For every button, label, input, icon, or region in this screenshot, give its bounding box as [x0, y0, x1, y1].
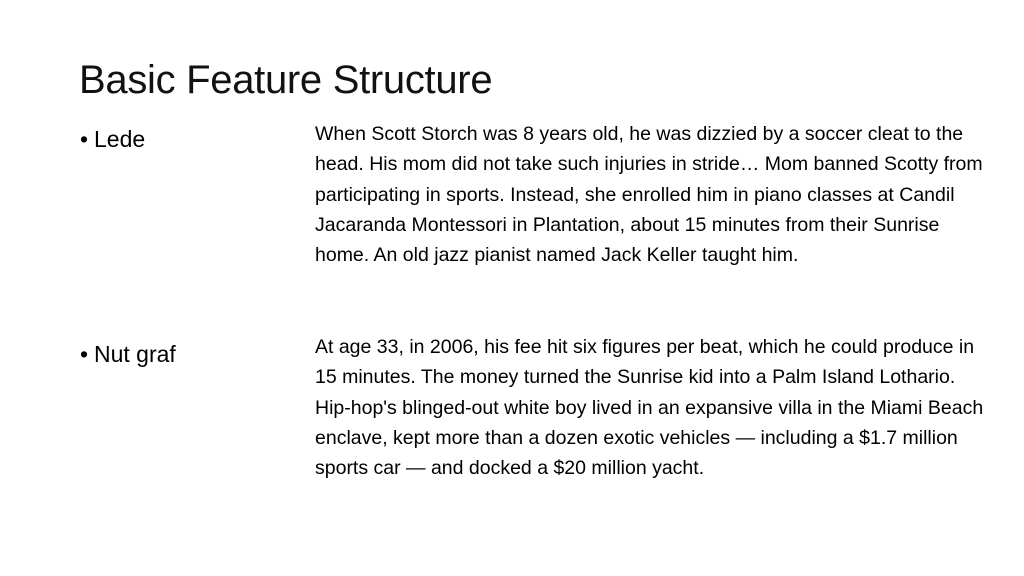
- slide-title: Basic Feature Structure: [79, 58, 493, 102]
- bullet-lede: [80, 126, 145, 153]
- bullet-label-lede: Lede: [94, 126, 146, 152]
- nut-graf-paragraph: At age 33, in 2006, his fee hit six figures per beat, which he could produce in 15 minutes. The money turned the Sunrise kid into a Palm Island Lothario. Hip-hop's blinged-out white boy lived in an expansive villa in the Miami Beach enclave, kept more than a dozen exotic vehicles — including a $1.7 million sports car — and docked a $20 million yacht.: [315, 336, 984, 480]
- lede-paragraph: When Scott Storch was 8 years old, he was dizzied by a soccer cleat to the head. His mom did not take such injuries in stride… Mom banned Scotty from participating in sports. Instead, she enrolled him in piano classes at Candil Jacaranda Montessori in Plantation, about 15 minutes from their Sunrise home. An old jazz pianist named Jack Keller taught him.: [315, 123, 983, 267]
- bullet-dot: •: [80, 341, 89, 367]
- bullet-label-nut-graf: Nut graf: [94, 341, 176, 367]
- bullet-nut-graf: [80, 341, 176, 368]
- bullet-dot: •: [80, 126, 89, 152]
